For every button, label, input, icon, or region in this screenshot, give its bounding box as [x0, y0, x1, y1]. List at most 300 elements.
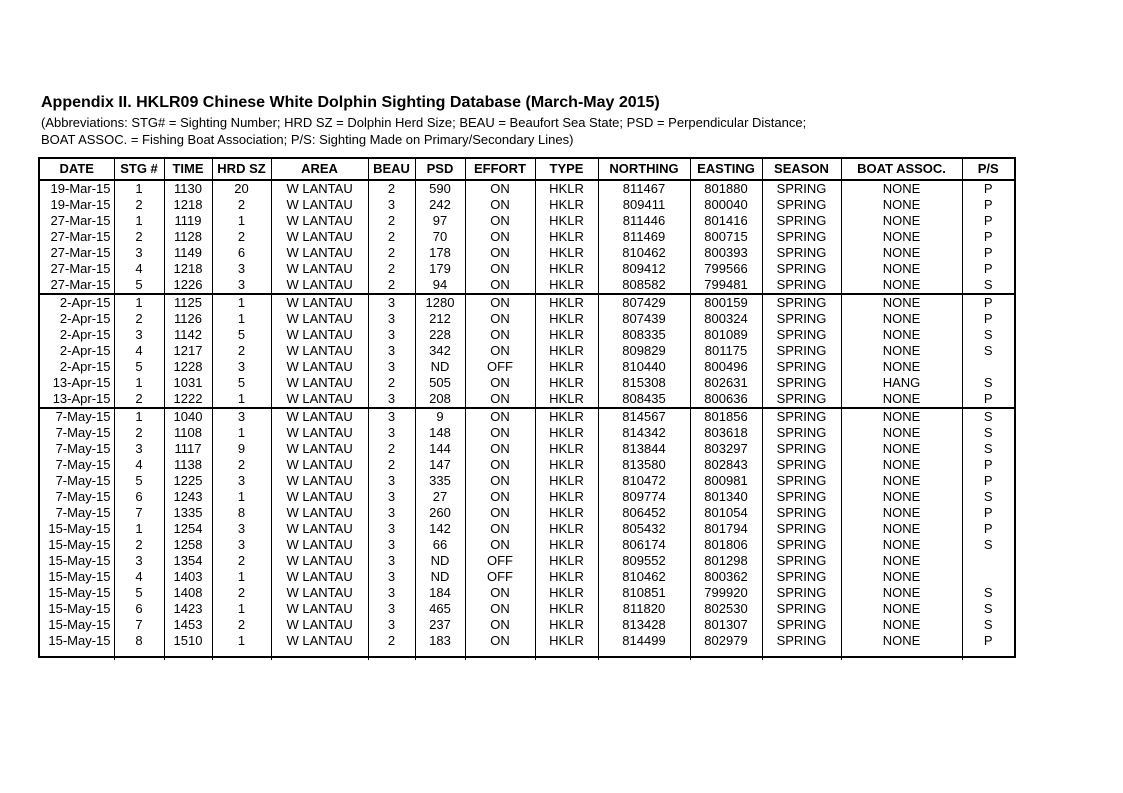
ps-cell: S	[962, 489, 1014, 505]
northing-cell: 808335	[598, 327, 690, 343]
ps-cell: P	[962, 229, 1014, 245]
time-cell: 1125	[164, 294, 212, 311]
season-cell: SPRING	[762, 489, 841, 505]
northing-cell: 814499	[598, 633, 690, 649]
type-cell: HKLR	[535, 585, 598, 601]
boat-assoc-cell: NONE	[841, 569, 962, 585]
ps-cell: S	[962, 617, 1014, 633]
effort-cell: ON	[465, 375, 535, 391]
easting-cell: 802631	[690, 375, 762, 391]
time-cell: 1218	[164, 197, 212, 213]
boat-assoc-cell: NONE	[841, 261, 962, 277]
table-row	[40, 343, 1014, 359]
stg-cell: 1	[114, 521, 164, 537]
season-cell: SPRING	[762, 553, 841, 569]
psd-cell: 97	[415, 213, 465, 229]
stg-cell: 1	[114, 213, 164, 229]
season-cell: SPRING	[762, 180, 841, 197]
type-cell: HKLR	[535, 553, 598, 569]
season-cell: SPRING	[762, 197, 841, 213]
area-cell: W LANTAU	[271, 229, 368, 245]
table-row	[40, 441, 1014, 457]
hrd-sz-cell: 2	[212, 229, 271, 245]
time-cell: 1403	[164, 569, 212, 585]
northing-cell: 806174	[598, 537, 690, 553]
psd-cell: 590	[415, 180, 465, 197]
effort-cell: OFF	[465, 359, 535, 375]
ps-cell: P	[962, 245, 1014, 261]
date-cell: 7-May-15	[55, 441, 111, 456]
table-body	[40, 180, 1014, 660]
stg-cell: 1	[114, 375, 164, 391]
season-cell: SPRING	[762, 617, 841, 633]
beau-cell: 3	[368, 197, 415, 213]
boat-assoc-cell: NONE	[841, 327, 962, 343]
boat-assoc-cell: NONE	[841, 441, 962, 457]
area-cell: W LANTAU	[271, 180, 368, 197]
effort-cell: ON	[465, 343, 535, 359]
stg-cell: 6	[114, 601, 164, 617]
beau-cell: 3	[368, 408, 415, 425]
beau-cell: 2	[368, 277, 415, 294]
type-cell: HKLR	[535, 245, 598, 261]
sighting-table	[40, 159, 1014, 660]
header-ps: P/S	[962, 159, 1014, 180]
psd-cell: 148	[415, 425, 465, 441]
header-time: TIME	[164, 159, 212, 180]
stg-cell: 4	[114, 261, 164, 277]
ps-cell: P	[962, 294, 1014, 311]
spacer-cell	[465, 649, 535, 660]
area-cell: W LANTAU	[271, 343, 368, 359]
time-cell: 1126	[164, 311, 212, 327]
season-cell: SPRING	[762, 537, 841, 553]
psd-cell: 66	[415, 537, 465, 553]
easting-cell: 800324	[690, 311, 762, 327]
season-cell: SPRING	[762, 375, 841, 391]
date-cell: 7-May-15	[55, 489, 111, 504]
easting-cell: 801416	[690, 213, 762, 229]
effort-cell: ON	[465, 294, 535, 311]
hrd-sz-cell: 3	[212, 277, 271, 294]
date-cell: 7-May-15	[55, 505, 111, 520]
psd-cell: 1280	[415, 294, 465, 311]
northing-cell: 814342	[598, 425, 690, 441]
type-cell: HKLR	[535, 391, 598, 408]
time-cell: 1142	[164, 327, 212, 343]
boat-assoc-cell: NONE	[841, 213, 962, 229]
beau-cell: 3	[368, 294, 415, 311]
northing-cell: 813428	[598, 617, 690, 633]
date-cell: 15-May-15	[48, 601, 111, 616]
type-cell: HKLR	[535, 521, 598, 537]
beau-cell: 2	[368, 180, 415, 197]
spacer-cell	[164, 649, 212, 660]
boat-assoc-cell: NONE	[841, 359, 962, 375]
type-cell: HKLR	[535, 633, 598, 649]
area-cell: W LANTAU	[271, 537, 368, 553]
easting-cell: 800362	[690, 569, 762, 585]
area-cell: W LANTAU	[271, 261, 368, 277]
hrd-sz-cell: 2	[212, 617, 271, 633]
easting-cell: 799481	[690, 277, 762, 294]
type-cell: HKLR	[535, 359, 598, 375]
northing-cell: 809411	[598, 197, 690, 213]
type-cell: HKLR	[535, 375, 598, 391]
spacer-cell	[690, 649, 762, 660]
psd-cell: 9	[415, 408, 465, 425]
date-cell: 13-Apr-15	[52, 375, 111, 390]
boat-assoc-cell: NONE	[841, 457, 962, 473]
table-row	[40, 391, 1014, 408]
time-cell: 1128	[164, 229, 212, 245]
season-cell: SPRING	[762, 601, 841, 617]
sighting-table-frame	[38, 157, 1016, 658]
psd-cell: 342	[415, 343, 465, 359]
northing-cell: 809829	[598, 343, 690, 359]
type-cell: HKLR	[535, 180, 598, 197]
easting-cell: 800040	[690, 197, 762, 213]
spacer-cell	[271, 649, 368, 660]
stg-cell: 2	[114, 197, 164, 213]
beau-cell: 2	[368, 457, 415, 473]
effort-cell: OFF	[465, 569, 535, 585]
area-cell: W LANTAU	[271, 441, 368, 457]
boat-assoc-cell: NONE	[841, 294, 962, 311]
time-cell: 1258	[164, 537, 212, 553]
stg-cell: 2	[114, 425, 164, 441]
stg-cell: 1	[114, 294, 164, 311]
table-row	[40, 553, 1014, 569]
season-cell: SPRING	[762, 505, 841, 521]
time-cell: 1108	[164, 425, 212, 441]
beau-cell: 3	[368, 359, 415, 375]
spacer-cell	[415, 649, 465, 660]
ps-cell: P	[962, 633, 1014, 649]
season-cell: SPRING	[762, 569, 841, 585]
table-row	[40, 180, 1014, 197]
abbreviations-note	[41, 114, 806, 148]
stg-cell: 3	[114, 441, 164, 457]
date-cell: 15-May-15	[48, 569, 111, 584]
date-cell: 7-May-15	[55, 457, 111, 472]
psd-cell: 335	[415, 473, 465, 489]
northing-cell: 808582	[598, 277, 690, 294]
effort-cell: ON	[465, 633, 535, 649]
northing-cell: 809552	[598, 553, 690, 569]
ps-cell: S	[962, 408, 1014, 425]
easting-cell: 803618	[690, 425, 762, 441]
season-cell: SPRING	[762, 343, 841, 359]
hrd-sz-cell: 3	[212, 359, 271, 375]
area-cell: W LANTAU	[271, 375, 368, 391]
easting-cell: 801298	[690, 553, 762, 569]
psd-cell: 183	[415, 633, 465, 649]
ps-cell	[962, 359, 1014, 375]
easting-cell: 801794	[690, 521, 762, 537]
table-row	[40, 585, 1014, 601]
stg-cell: 2	[114, 229, 164, 245]
date-cell: 15-May-15	[48, 585, 111, 600]
easting-cell: 802979	[690, 633, 762, 649]
season-cell: SPRING	[762, 294, 841, 311]
type-cell: HKLR	[535, 229, 598, 245]
beau-cell: 2	[368, 441, 415, 457]
northing-cell: 810462	[598, 245, 690, 261]
beau-cell: 3	[368, 553, 415, 569]
boat-assoc-cell: NONE	[841, 633, 962, 649]
time-cell: 1225	[164, 473, 212, 489]
boat-assoc-cell: HANG	[841, 375, 962, 391]
boat-assoc-cell: NONE	[841, 197, 962, 213]
stg-cell: 7	[114, 617, 164, 633]
area-cell: W LANTAU	[271, 391, 368, 408]
header-beau: BEAU	[368, 159, 415, 180]
psd-cell: 465	[415, 601, 465, 617]
boat-assoc-cell: NONE	[841, 277, 962, 294]
stg-cell: 4	[114, 569, 164, 585]
easting-cell: 802843	[690, 457, 762, 473]
boat-assoc-cell: NONE	[841, 229, 962, 245]
hrd-sz-cell: 3	[212, 521, 271, 537]
hrd-sz-cell: 8	[212, 505, 271, 521]
type-cell: HKLR	[535, 569, 598, 585]
hrd-sz-cell: 1	[212, 601, 271, 617]
stg-cell: 3	[114, 553, 164, 569]
effort-cell: ON	[465, 197, 535, 213]
season-cell: SPRING	[762, 311, 841, 327]
easting-cell: 801089	[690, 327, 762, 343]
time-cell: 1031	[164, 375, 212, 391]
area-cell: W LANTAU	[271, 457, 368, 473]
season-cell: SPRING	[762, 213, 841, 229]
northing-cell: 815308	[598, 375, 690, 391]
ps-cell: S	[962, 343, 1014, 359]
date-cell: 2-Apr-15	[59, 311, 111, 326]
area-cell: W LANTAU	[271, 633, 368, 649]
time-cell: 1222	[164, 391, 212, 408]
table-row	[40, 327, 1014, 343]
easting-cell: 799920	[690, 585, 762, 601]
table-row	[40, 505, 1014, 521]
beau-cell: 3	[368, 617, 415, 633]
header-boat-assoc: BOAT ASSOC.	[841, 159, 962, 180]
easting-cell: 801880	[690, 180, 762, 197]
easting-cell: 801054	[690, 505, 762, 521]
ps-cell	[962, 553, 1014, 569]
ps-cell	[962, 569, 1014, 585]
effort-cell: ON	[465, 521, 535, 537]
northing-cell: 808435	[598, 391, 690, 408]
area-cell: W LANTAU	[271, 521, 368, 537]
boat-assoc-cell: NONE	[841, 311, 962, 327]
type-cell: HKLR	[535, 197, 598, 213]
effort-cell: ON	[465, 473, 535, 489]
table-row	[40, 359, 1014, 375]
easting-cell: 800159	[690, 294, 762, 311]
type-cell: HKLR	[535, 343, 598, 359]
psd-cell: 237	[415, 617, 465, 633]
table-row	[40, 425, 1014, 441]
psd-cell: 260	[415, 505, 465, 521]
area-cell: W LANTAU	[271, 197, 368, 213]
header-effort: EFFORT	[465, 159, 535, 180]
date-cell: 15-May-15	[48, 553, 111, 568]
beau-cell: 3	[368, 601, 415, 617]
easting-cell: 800981	[690, 473, 762, 489]
area-cell: W LANTAU	[271, 505, 368, 521]
boat-assoc-cell: NONE	[841, 521, 962, 537]
table-row	[40, 375, 1014, 391]
table-row	[40, 569, 1014, 585]
northing-cell: 806452	[598, 505, 690, 521]
type-cell: HKLR	[535, 213, 598, 229]
ps-cell: S	[962, 327, 1014, 343]
ps-cell: P	[962, 180, 1014, 197]
stg-cell: 1	[114, 408, 164, 425]
abbreviations-line-1: (Abbreviations: STG# = Sighting Number; HRD SZ = Dolphin Herd Size; BEAU = Beaufort Sea State; PSD = Perpendicular Distance;	[41, 115, 807, 130]
table-row	[40, 213, 1014, 229]
header-stg: STG #	[114, 159, 164, 180]
spacer-cell	[962, 649, 1014, 660]
boat-assoc-cell: NONE	[841, 245, 962, 261]
area-cell: W LANTAU	[271, 245, 368, 261]
beau-cell: 2	[368, 633, 415, 649]
stg-cell: 4	[114, 457, 164, 473]
hrd-sz-cell: 6	[212, 245, 271, 261]
date-cell: 27-Mar-15	[50, 229, 111, 244]
header-hrd-sz: HRD SZ	[212, 159, 271, 180]
ps-cell: S	[962, 425, 1014, 441]
date-cell: 2-Apr-15	[59, 327, 111, 342]
stg-cell: 5	[114, 359, 164, 375]
time-cell: 1228	[164, 359, 212, 375]
season-cell: SPRING	[762, 277, 841, 294]
northing-cell: 814567	[598, 408, 690, 425]
season-cell: SPRING	[762, 425, 841, 441]
type-cell: HKLR	[535, 425, 598, 441]
stg-cell: 4	[114, 343, 164, 359]
type-cell: HKLR	[535, 601, 598, 617]
boat-assoc-cell: NONE	[841, 473, 962, 489]
northing-cell: 813844	[598, 441, 690, 457]
hrd-sz-cell: 1	[212, 489, 271, 505]
effort-cell: ON	[465, 489, 535, 505]
table-row	[40, 311, 1014, 327]
hrd-sz-cell: 2	[212, 343, 271, 359]
ps-cell: S	[962, 441, 1014, 457]
beau-cell: 2	[368, 245, 415, 261]
psd-cell: 184	[415, 585, 465, 601]
effort-cell: ON	[465, 277, 535, 294]
beau-cell: 3	[368, 585, 415, 601]
table-row	[40, 261, 1014, 277]
hrd-sz-cell: 1	[212, 391, 271, 408]
easting-cell: 802530	[690, 601, 762, 617]
type-cell: HKLR	[535, 277, 598, 294]
ps-cell: S	[962, 537, 1014, 553]
beau-cell: 3	[368, 505, 415, 521]
ps-cell: S	[962, 375, 1014, 391]
time-cell: 1243	[164, 489, 212, 505]
season-cell: SPRING	[762, 457, 841, 473]
boat-assoc-cell: NONE	[841, 553, 962, 569]
date-cell: 15-May-15	[48, 633, 111, 648]
time-cell: 1354	[164, 553, 212, 569]
time-cell: 1117	[164, 441, 212, 457]
effort-cell: ON	[465, 425, 535, 441]
beau-cell: 2	[368, 213, 415, 229]
northing-cell: 810472	[598, 473, 690, 489]
hrd-sz-cell: 9	[212, 441, 271, 457]
boat-assoc-cell: NONE	[841, 180, 962, 197]
stg-cell: 5	[114, 473, 164, 489]
header-type: TYPE	[535, 159, 598, 180]
type-cell: HKLR	[535, 505, 598, 521]
type-cell: HKLR	[535, 294, 598, 311]
hrd-sz-cell: 3	[212, 537, 271, 553]
ps-cell: P	[962, 391, 1014, 408]
psd-cell: ND	[415, 359, 465, 375]
northing-cell: 807439	[598, 311, 690, 327]
area-cell: W LANTAU	[271, 359, 368, 375]
spacer-cell	[841, 649, 962, 660]
psd-cell: 27	[415, 489, 465, 505]
table-row	[40, 229, 1014, 245]
effort-cell: ON	[465, 585, 535, 601]
header-northing: NORTHING	[598, 159, 690, 180]
northing-cell: 811820	[598, 601, 690, 617]
table-spacer-row	[40, 649, 1014, 660]
psd-cell: 505	[415, 375, 465, 391]
date-cell: 13-Apr-15	[52, 391, 111, 406]
spacer-cell	[598, 649, 690, 660]
ps-cell: P	[962, 521, 1014, 537]
effort-cell: ON	[465, 261, 535, 277]
date-cell: 19-Mar-15	[50, 197, 111, 212]
date-cell: 27-Mar-15	[50, 261, 111, 276]
header-season: SEASON	[762, 159, 841, 180]
psd-cell: 144	[415, 441, 465, 457]
psd-cell: 142	[415, 521, 465, 537]
type-cell: HKLR	[535, 327, 598, 343]
northing-cell: 811446	[598, 213, 690, 229]
season-cell: SPRING	[762, 633, 841, 649]
type-cell: HKLR	[535, 408, 598, 425]
easting-cell: 799566	[690, 261, 762, 277]
hrd-sz-cell: 1	[212, 633, 271, 649]
northing-cell: 810440	[598, 359, 690, 375]
boat-assoc-cell: NONE	[841, 537, 962, 553]
area-cell: W LANTAU	[271, 617, 368, 633]
ps-cell: P	[962, 505, 1014, 521]
date-cell: 27-Mar-15	[50, 245, 111, 260]
area-cell: W LANTAU	[271, 553, 368, 569]
boat-assoc-cell: NONE	[841, 617, 962, 633]
area-cell: W LANTAU	[271, 473, 368, 489]
type-cell: HKLR	[535, 441, 598, 457]
season-cell: SPRING	[762, 245, 841, 261]
time-cell: 1119	[164, 213, 212, 229]
effort-cell: ON	[465, 537, 535, 553]
hrd-sz-cell: 1	[212, 294, 271, 311]
table-row	[40, 473, 1014, 489]
season-cell: SPRING	[762, 473, 841, 489]
season-cell: SPRING	[762, 229, 841, 245]
time-cell: 1335	[164, 505, 212, 521]
table-row	[40, 617, 1014, 633]
stg-cell: 2	[114, 311, 164, 327]
